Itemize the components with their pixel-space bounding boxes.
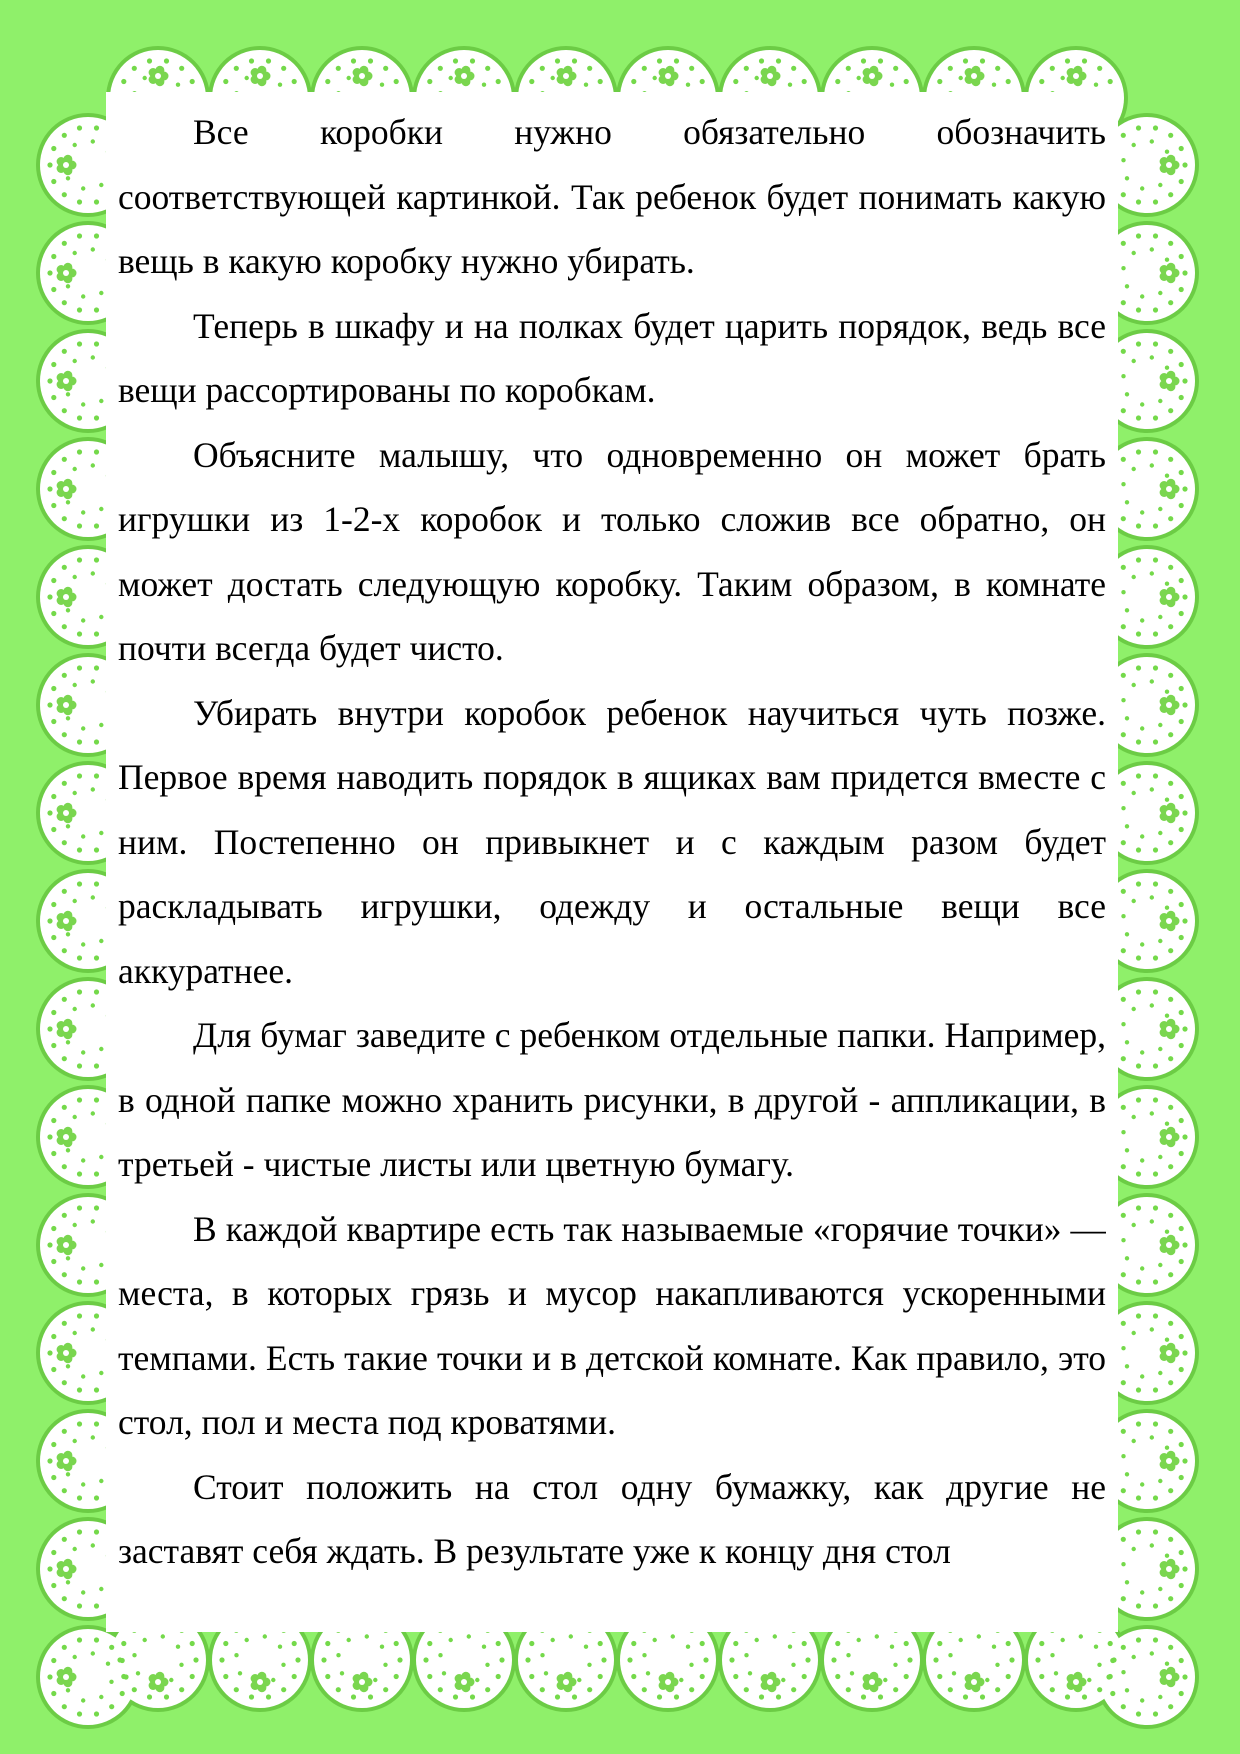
paragraph: Теперь в шкафу и на полках будет царить порядок, ведь все вещи рассортированы по коробкам.	[118, 305, 1106, 410]
text-panel	[118, 100, 1106, 1625]
paragraph: Стоит положить на стол одну бумажку, как другие не заставят себя ждать. В результате уже к концу дня стол	[118, 1466, 1106, 1571]
paragraph: Все коробки нужно обязательно обозначить соответствующей картинкой. Так ребенок будет понимать какую вещь в какую коробку нужно убирать.	[118, 112, 1106, 281]
paragraph: В каждой квартире есть так называемые «горячие точки» — места, в которых грязь и мусор накапливаются ускоренными темпами. Есть такие точки и в детской комнате. Как правило, это стол, пол и места под кроватями.	[118, 1208, 1106, 1442]
paragraph: Для бумаг заведите с ребенком отдельные папки. Например, в одной папке можно хранить рисунки, в другой - аппликации, в третьей - чистые листы или цветную бумагу.	[118, 1015, 1106, 1184]
paragraph: Объясните малышу, что одновременно он может брать игрушки из 1-2-х коробок и только сложив все обратно, он может достать следующую коробку. Таким образом, в комнате почти всегда будет чисто.	[118, 434, 1106, 668]
paragraph: Убирать внутри коробок ребенок научиться чуть позже. Первое время наводить порядок в ящиках вам придется вместе с ним. Постепенно он привыкнет и с каждым разом будет раскладывать игрушки, одежду и остальные вещи все аккуратнее.	[118, 692, 1106, 991]
